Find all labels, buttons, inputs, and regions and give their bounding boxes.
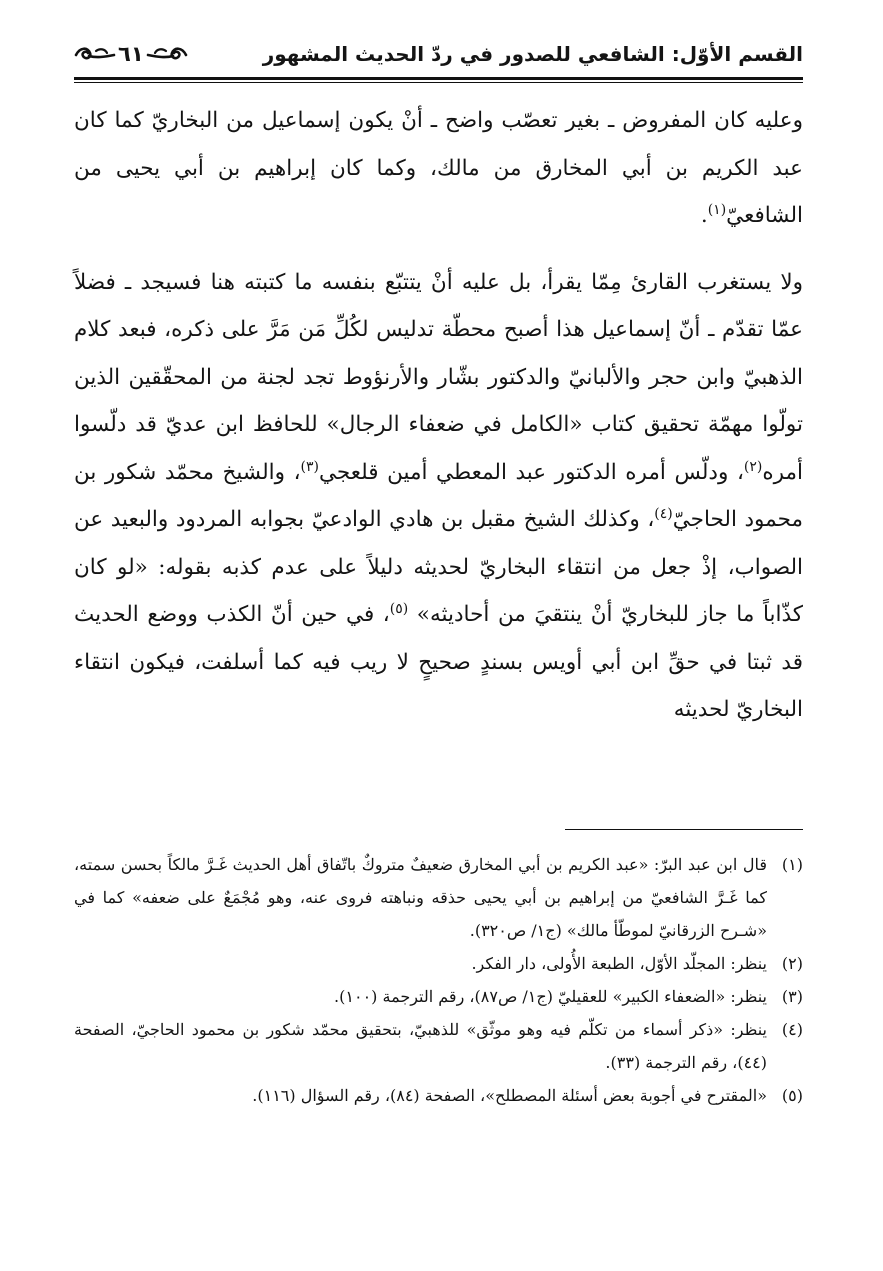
footnote-separator — [565, 829, 803, 830]
footnote-text: ينظر: «الضعفاء الكبير» للعقيليّ (ج١/ ص٨٧)، رقم الترجمة (١٠٠). — [334, 987, 767, 1006]
paragraph-text: ، وكذلك الشيخ مقبل بن هادي الوادعيّ بجوابه المردود والبعيد عن الصواب، إذْ جعل من انتقاء البخاريّ لحديثه دليلاً على عدم كذبه بقوله: «لو كان كذّاباً ما جاز للبخاريّ أنْ ينتقيَ من أحاديثه» — [74, 507, 803, 627]
chapter-title: القسم الأوّل: الشافعي للصدور في ردّ الحديث المشهور — [262, 42, 803, 66]
paragraph-text: وعليه كان المفروض ـ بغير تعصّب واضح ـ أنْ يكون إسماعيل من البخاريّ كما كان عبد الكريم بن أبي المخارق من مالك، وكما كان إبراهيم بن أبي يحيى من الشافعيّ — [74, 108, 803, 228]
footnote-ref-3: (٣) — [300, 458, 319, 475]
footnote-number: (١) — [781, 855, 803, 874]
paragraph-text: ، ودلّس أمره الدكتور عبد المعطي أمين قلعجي — [319, 459, 744, 485]
footnote-text: ينظر: «ذكر أسماء من تكلّم فيه وهو موثّق» للذهبيّ، بتحقيق محمّد شكور بن محمود الحاجيّ، الصفحة (٤٤)، رقم الترجمة (٣٣). — [74, 1020, 767, 1072]
left-ornament-icon — [74, 44, 116, 64]
footnote-ref-1: (١) — [707, 202, 727, 218]
footnote-text: قال ابن عبد البرّ: «عبد الكريم بن أبي المخارق ضعيفٌ متروكٌ باتّفاق أهل الحديث غَـرَّ مالكاً بحسن سمته، كما غَـرَّ الشافعيّ من إبراهيم بن أبي يحيى حذقه ونباهته فروى عنه، وهو مُجْمَعٌ على ضعفه» كما في «شـرح الزرقانيّ لموطّأ مالك» (ج١/ ص٣٢٠). — [74, 855, 767, 940]
paragraph-tail: . — [700, 203, 708, 228]
paragraph-text: ، والشيخ محمّد شكور بن محمود الحاجيّ — [74, 459, 803, 532]
footnote-2 — [74, 947, 803, 980]
footnote-ref-2: (٢) — [743, 458, 763, 475]
header-rule — [74, 77, 803, 80]
footnote-1 — [74, 848, 803, 947]
footnote-text: «المقترح في أجوبة بعض أسئلة المصطلح»، الصفحة (٨٤)، رقم السؤال (١١٦). — [252, 1086, 767, 1105]
footnote-4 — [74, 1013, 803, 1079]
paragraph-text: ولا يستغرب القارئ مِمّا يقرأ، بل عليه أنْ يتتبّع بنفسه ما كتبته هنا فسيجد ـ فضلاً عمّا تقدّم ـ أنّ إسماعيل هذا أصبح محطّة تدليس لكُلِّ مَن مَرَّ على ذكره، فبعد كلام الذهبيّ وابن حجر والألبانيّ والدكتور بشّار والأرنؤوط تجد لجنة من المحقّقين الذين تولّوا مهمّة تحقيق كتاب «الكامل في ضعفاء الرجال» للحافظ ابن عديّ قد دلّسوا أمره — [74, 269, 803, 485]
main-text — [74, 97, 803, 734]
footnote-number: (٢) — [781, 954, 803, 973]
paragraph-2 — [74, 259, 803, 734]
footnote-number: (٥) — [781, 1086, 803, 1105]
paragraph-1 — [74, 97, 803, 240]
running-header — [74, 34, 803, 74]
right-ornament-icon — [146, 44, 188, 64]
paragraph-text: ، في حين أنّ الكذب ووضع الحديث قد ثبتا في حقِّ ابن أبي أويس بسندٍ صحيحٍ لا ريب فيه كما أسلفت، فيكون انتقاء البخاريّ لحديثه — [74, 602, 803, 722]
footnote-3 — [74, 980, 803, 1013]
page-number-group — [74, 41, 188, 66]
footnotes — [74, 848, 803, 1112]
footnote-text: ينظر: المجلّد الأوّل، الطبعة الأُولى، دار الفكر. — [471, 954, 767, 973]
page-number: ٦١ — [118, 41, 144, 66]
footnote-number: (٤) — [781, 1020, 803, 1039]
footnote-ref-5: (٥) — [389, 601, 409, 617]
footnote-number: (٣) — [781, 987, 803, 1006]
footnote-ref-4: (٤) — [654, 506, 673, 522]
footnote-5 — [74, 1079, 803, 1112]
